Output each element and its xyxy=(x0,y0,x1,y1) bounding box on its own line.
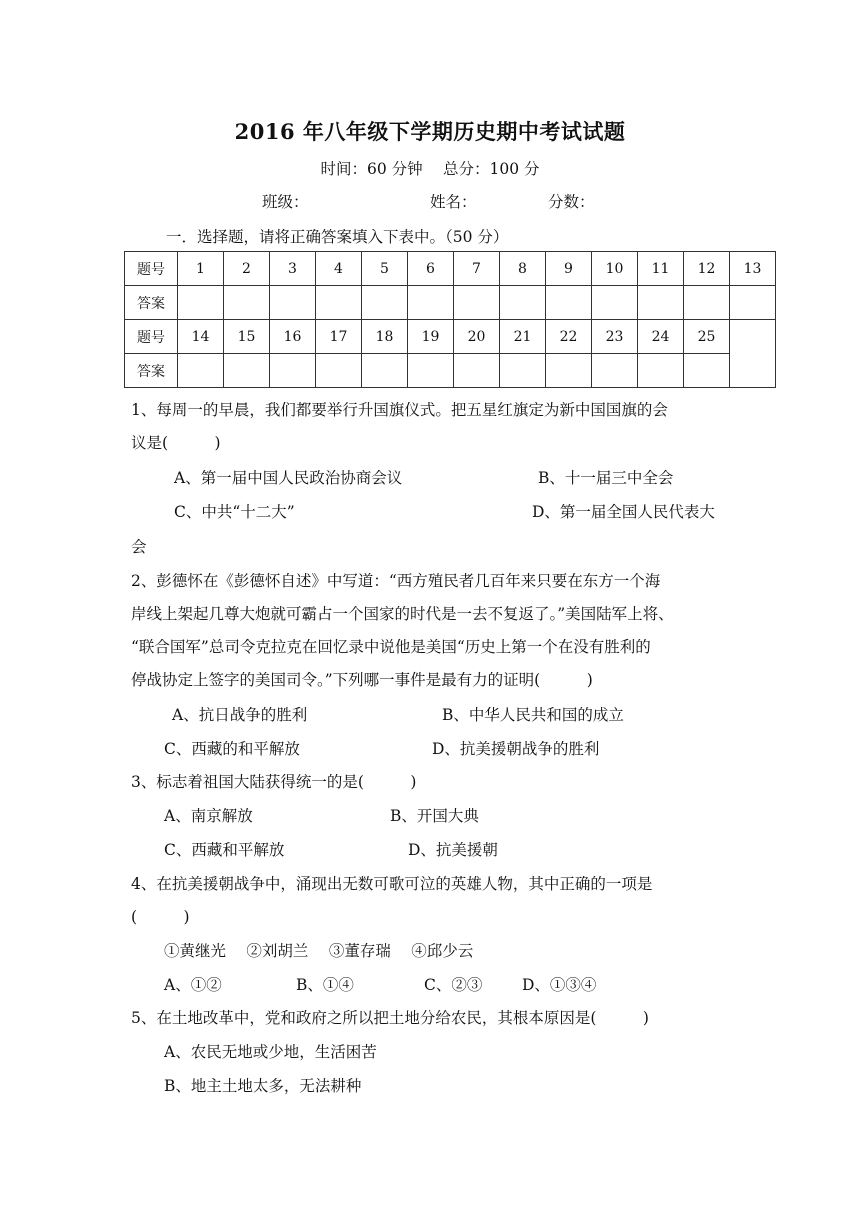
table-row xyxy=(125,354,776,388)
answer-cell[interactable] xyxy=(684,354,730,388)
answer-cell[interactable] xyxy=(178,354,224,388)
q3-option-d: D、抗美援朝 xyxy=(408,841,498,859)
question-number: 23 xyxy=(592,320,638,354)
question-2-text-cont: 岸线上架起几尊大炮就可霸占一个国家的时代是一去不复返了。”美国陆军上将、 xyxy=(131,605,674,623)
question-number: 15 xyxy=(224,320,270,354)
row-label: 答案 xyxy=(125,354,178,388)
question-number: 10 xyxy=(592,252,638,286)
answer-cell[interactable] xyxy=(270,354,316,388)
question-number: 20 xyxy=(454,320,500,354)
question-number: 18 xyxy=(362,320,408,354)
question-4-text-cont: ( ) xyxy=(131,908,190,926)
q2-option-a: A、抗日战争的胜利 xyxy=(172,706,308,724)
question-2-text-cont: “联合国军”总司令克拉克在回忆录中说他是美国“历史上第一个在没有胜利的 xyxy=(131,638,651,656)
empty-cell xyxy=(730,320,776,388)
answer-cell[interactable] xyxy=(546,286,592,320)
name-label: 姓名： xyxy=(430,193,477,211)
q4-option-b: B、①④ xyxy=(296,976,354,994)
answer-cell[interactable] xyxy=(500,354,546,388)
question-number: 25 xyxy=(684,320,730,354)
question-number: 11 xyxy=(638,252,684,286)
answer-cell[interactable] xyxy=(454,286,500,320)
q1-option-d-wrap: 会 xyxy=(131,538,147,556)
answer-cell[interactable] xyxy=(638,354,684,388)
table-row xyxy=(125,286,776,320)
q1-option-b: B、十一届三中全会 xyxy=(538,469,674,487)
answer-cell[interactable] xyxy=(638,286,684,320)
row-label: 题号 xyxy=(125,320,178,354)
answer-cell[interactable] xyxy=(362,354,408,388)
q2-option-c: C、西藏的和平解放 xyxy=(164,740,300,758)
q2-option-b: B、中华人民共和国的成立 xyxy=(442,706,624,724)
q1-option-d: D、第一届全国人民代表大 xyxy=(532,503,715,521)
q4-option-c: C、②③ xyxy=(424,976,483,994)
answer-cell[interactable] xyxy=(408,354,454,388)
question-number: 21 xyxy=(500,320,546,354)
question-4-text: 4、在抗美援朝战争中，涌现出无数可歌可泣的英雄人物，其中正确的一项是 xyxy=(131,875,653,893)
question-2-text-cont: 停战协定上签字的美国司令。”下列哪一事件是最有力的证明( ) xyxy=(131,671,593,689)
question-number: 16 xyxy=(270,320,316,354)
question-number: 19 xyxy=(408,320,454,354)
answer-cell[interactable] xyxy=(592,286,638,320)
q5-option-b: B、地主土地太多，无法耕种 xyxy=(164,1077,362,1095)
question-number: 17 xyxy=(316,320,362,354)
answer-cell[interactable] xyxy=(684,286,730,320)
question-3-text: 3、标志着祖国大陆获得统一的是( ) xyxy=(131,773,417,791)
answer-cell[interactable] xyxy=(224,286,270,320)
q4-option-d: D、①③④ xyxy=(522,976,597,994)
row-label: 答案 xyxy=(125,286,178,320)
row-label: 题号 xyxy=(125,252,178,286)
question-number: 14 xyxy=(178,320,224,354)
question-1-text: 1、每周一的早晨，我们都要举行升国旗仪式。把五星红旗定为新中国国旗的会 xyxy=(131,401,668,419)
question-number: 24 xyxy=(638,320,684,354)
question-number: 13 xyxy=(730,252,776,286)
answer-cell[interactable] xyxy=(500,286,546,320)
question-number: 8 xyxy=(500,252,546,286)
exam-time-and-score: 时间：60 分钟 总分：100 分 xyxy=(320,160,540,178)
question-number: 22 xyxy=(546,320,592,354)
answer-cell[interactable] xyxy=(224,354,270,388)
answer-cell[interactable] xyxy=(454,354,500,388)
q1-option-c: C、中共“十二大” xyxy=(174,503,295,521)
answer-cell[interactable] xyxy=(270,286,316,320)
q5-option-a: A、农民无地或少地，生活困苦 xyxy=(164,1043,377,1061)
answer-cell[interactable] xyxy=(178,286,224,320)
question-1-text-cont: 议是( ) xyxy=(131,434,221,452)
question-2-text: 2、彭德怀在《彭德怀自述》中写道：“西方殖民者几百年来只要在东方一个海 xyxy=(131,572,661,590)
question-number: 9 xyxy=(546,252,592,286)
q4-option-a: A、①② xyxy=(164,976,222,994)
question-number: 3 xyxy=(270,252,316,286)
answer-cell[interactable] xyxy=(546,354,592,388)
question-number: 4 xyxy=(316,252,362,286)
q3-option-c: C、西藏和平解放 xyxy=(164,841,285,859)
answer-cell[interactable] xyxy=(592,354,638,388)
table-row xyxy=(125,252,776,286)
question-number: 5 xyxy=(362,252,408,286)
answer-table xyxy=(124,251,776,388)
answer-cell[interactable] xyxy=(730,286,776,320)
q2-option-d: D、抗美援朝战争的胜利 xyxy=(432,740,600,758)
q3-option-b: B、开国大典 xyxy=(390,807,479,825)
question-number: 6 xyxy=(408,252,454,286)
answer-cell[interactable] xyxy=(362,286,408,320)
score-label: 分数： xyxy=(548,193,595,211)
question-number: 7 xyxy=(454,252,500,286)
answer-cell[interactable] xyxy=(316,286,362,320)
question-number: 12 xyxy=(684,252,730,286)
table-row xyxy=(125,320,776,354)
q3-option-a: A、南京解放 xyxy=(164,807,253,825)
q1-option-a: A、第一届中国人民政治协商会议 xyxy=(174,469,403,487)
q4-items: ①黄继光 ②刘胡兰 ③董存瑞 ④邱少云 xyxy=(164,942,474,960)
page-title: 2016 年八年级下学期历史期中考试试题 xyxy=(234,119,626,144)
answer-cell[interactable] xyxy=(316,354,362,388)
class-label: 班级： xyxy=(262,193,309,211)
question-number: 1 xyxy=(178,252,224,286)
answer-cell[interactable] xyxy=(408,286,454,320)
question-5-text: 5、在土地改革中，党和政府之所以把土地分给农民，其根本原因是( ) xyxy=(131,1009,649,1027)
section-heading: 一．选择题，请将正确答案填入下表中。（50 分） xyxy=(166,228,509,246)
question-number: 2 xyxy=(224,252,270,286)
